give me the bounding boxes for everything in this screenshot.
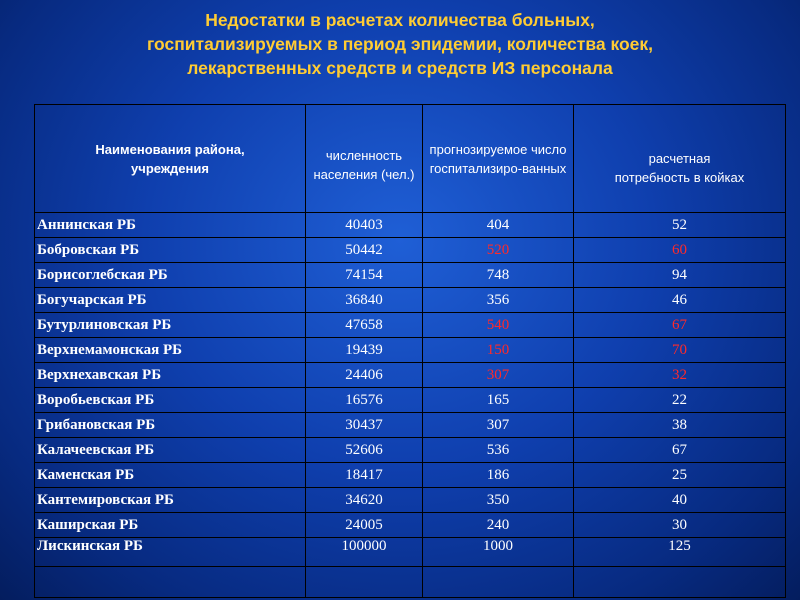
beds-cell: 32	[574, 363, 786, 388]
population-cell: 24406	[306, 363, 423, 388]
hospitalized-cell: 350	[423, 488, 574, 513]
table-row	[35, 488, 786, 513]
empty-cell	[35, 567, 306, 598]
beds-cell: 46	[574, 288, 786, 313]
beds-cell: 67	[574, 313, 786, 338]
district-name-cell: Бутурлиновская РБ	[35, 313, 306, 338]
population-cell: 47658	[306, 313, 423, 338]
population-cell: 100000	[306, 538, 423, 567]
table-row	[35, 388, 786, 413]
table-row	[35, 513, 786, 538]
table-row	[35, 363, 786, 388]
title-line-3: лекарственных средств и средств ИЗ персонала	[187, 58, 613, 78]
header-hospitalized: прогнозируемое число госпитализиро-ванных	[423, 105, 574, 213]
district-name-cell: Каменская РБ	[35, 463, 306, 488]
empty-cell	[306, 567, 423, 598]
hospitalized-cell: 748	[423, 263, 574, 288]
district-name-cell: Богучарская РБ	[35, 288, 306, 313]
beds-cell: 52	[574, 213, 786, 238]
population-cell: 50442	[306, 238, 423, 263]
population-cell: 52606	[306, 438, 423, 463]
empty-cell	[423, 567, 574, 598]
table-row	[35, 338, 786, 363]
beds-cell: 30	[574, 513, 786, 538]
beds-cell: 67	[574, 438, 786, 463]
table-row	[35, 238, 786, 263]
hospitalized-cell: 540	[423, 313, 574, 338]
district-name-cell: Грибановская РБ	[35, 413, 306, 438]
district-name-cell: Верхнехавская РБ	[35, 363, 306, 388]
district-name-cell: Каширская РБ	[35, 513, 306, 538]
beds-cell: 25	[574, 463, 786, 488]
beds-cell: 38	[574, 413, 786, 438]
hospitalized-cell: 536	[423, 438, 574, 463]
beds-cell: 94	[574, 263, 786, 288]
header-beds: расчетная потребность в койках	[574, 105, 786, 213]
header-population: численность населения (чел.)	[306, 105, 423, 213]
beds-cell: 125	[574, 538, 786, 567]
beds-cell: 70	[574, 338, 786, 363]
population-cell: 24005	[306, 513, 423, 538]
table-row	[35, 313, 786, 338]
empty-row	[35, 567, 786, 598]
title-line-2: госпитализируемых в период эпидемии, количества коек,	[146, 34, 654, 54]
district-name-cell: Калачеевская РБ	[35, 438, 306, 463]
title-line-1: Недостатки в расчетах количества больных,	[205, 10, 595, 30]
population-cell: 18417	[306, 463, 423, 488]
district-name-cell: Лискинская РБ	[35, 538, 306, 567]
population-cell: 34620	[306, 488, 423, 513]
population-cell: 30437	[306, 413, 423, 438]
population-cell: 40403	[306, 213, 423, 238]
population-cell: 16576	[306, 388, 423, 413]
district-name-cell: Верхнемамонская РБ	[35, 338, 306, 363]
beds-cell: 60	[574, 238, 786, 263]
hospitalized-cell: 356	[423, 288, 574, 313]
hospitalized-cell: 165	[423, 388, 574, 413]
district-name-cell: Борисоглебская РБ	[35, 263, 306, 288]
hospitalized-cell: 150	[423, 338, 574, 363]
hospitalized-cell: 186	[423, 463, 574, 488]
population-cell: 19439	[306, 338, 423, 363]
population-cell: 74154	[306, 263, 423, 288]
table-row	[35, 538, 786, 567]
hospital-capacity-table	[34, 104, 786, 598]
table-row	[35, 288, 786, 313]
district-name-cell: Кантемировская РБ	[35, 488, 306, 513]
table-body	[35, 213, 786, 598]
table-row	[35, 213, 786, 238]
population-cell: 36840	[306, 288, 423, 313]
hospitalized-cell: 404	[423, 213, 574, 238]
header-district-name: Наименования района, учреждения	[35, 105, 306, 213]
hospitalized-cell: 240	[423, 513, 574, 538]
hospitalized-cell: 307	[423, 363, 574, 388]
beds-cell: 22	[574, 388, 786, 413]
table-row	[35, 438, 786, 463]
hospitalized-cell: 307	[423, 413, 574, 438]
table-row	[35, 413, 786, 438]
hospitalized-cell: 520	[423, 238, 574, 263]
district-name-cell: Аннинская РБ	[35, 213, 306, 238]
hospitalized-cell: 1000	[423, 538, 574, 567]
district-name-cell: Бобровская РБ	[35, 238, 306, 263]
empty-cell	[574, 567, 786, 598]
district-name-cell: Воробьевская РБ	[35, 388, 306, 413]
table-row	[35, 463, 786, 488]
beds-cell: 40	[574, 488, 786, 513]
table-row	[35, 263, 786, 288]
slide-title	[10, 8, 790, 80]
